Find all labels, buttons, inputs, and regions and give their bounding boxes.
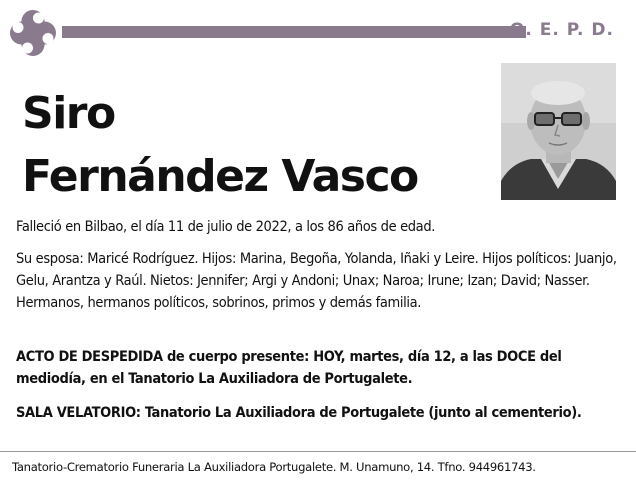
header-rule-fill [62, 26, 526, 38]
header-rule [62, 26, 526, 38]
funeral-home-footer: Tanatorio-Crematorio Funeraria La Auxiliadora Portugalete. M. Unamuno, 14. Tfno. 944961743. [12, 460, 536, 474]
deceased-first-name: Siro [22, 88, 115, 139]
deceased-last-name: Fernández Vasco [22, 151, 418, 202]
wake-room-notice: SALA VELATORIO: Tanatorio La Auxiliadora de Portugalete (junto al cementerio). [16, 405, 582, 421]
ceremony-notice: ACTO DE DESPEDIDA de cuerpo presente: HOY, martes, día 12, a las DOCE del mediodía, en el Tanatorio La Auxiliadora de Portugalete. [16, 349, 562, 387]
footer-rule [0, 451, 636, 452]
lauburu-icon [6, 6, 60, 60]
death-notice: Falleció en Bilbao, el día 11 de julio de 2022, a los 86 años de edad. [16, 219, 436, 235]
family-list: Su esposa: Maricé Rodríguez. Hijos: Marina, Begoña, Yolanda, Iñaki y Leire. Hijos políticos: Juanjo, Gelu, Arantza y Raúl. Nietos: Jennifer; Argi y Andoni; Unax; Naroa; Irune; Izan; David; Nasser. Hermanos, hermanos políticos, sobrinos, primos y demás familia. [16, 251, 617, 311]
qepd-tag: Q. E. P. D. [509, 20, 614, 40]
portrait-photo [501, 63, 616, 200]
